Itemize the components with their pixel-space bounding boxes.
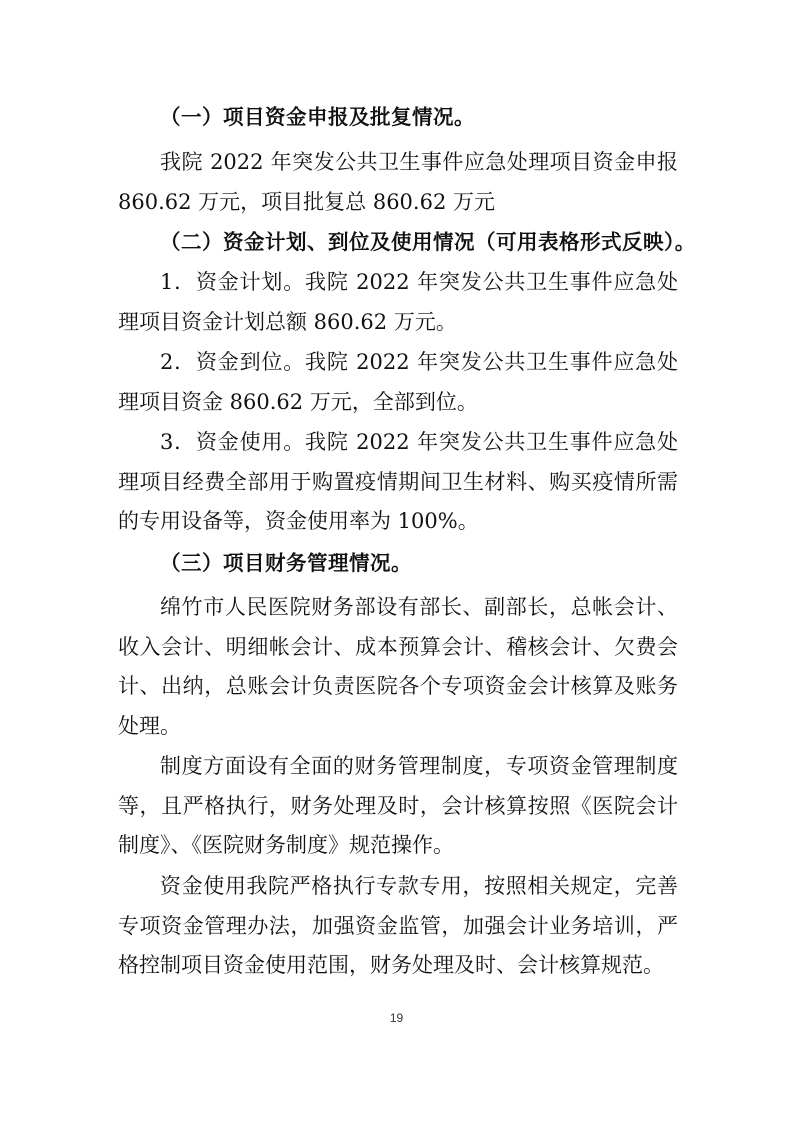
page-number: 19 — [389, 1011, 404, 1025]
paragraph-finance-department: 绵竹市人民医院财务部设有部长、副部长，总帐会计、收入会计、明细帐会计、成本预算会计、稽核会计、欠费会计、出纳，总账会计负责医院各个专项资金会计核算及账务处理。 — [118, 595, 678, 738]
paragraph-funding-plan: 1．资金计划。我院 2022 年突发公共卫生事件应急处理项目资金计划总额 860.62 万元。 — [118, 270, 678, 334]
section-heading-1: （一）项目资金申报及批复情况。 — [160, 105, 475, 129]
paragraph-funding-application: 我院 2022 年突发公共卫生事件应急处理项目资金申报 860.62 万元，项目批复总 860.62 万元 — [118, 150, 678, 214]
paragraph-fund-control: 资金使用我院严格执行专款专用，按照相关规定，完善专项资金管理办法，加强资金监管，加强会计业务培训，严格控制项目资金使用范围，财务处理及时、会计核算规范。 — [118, 874, 678, 977]
paragraph-finance-system: 制度方面设有全面的财务管理制度，专项资金管理制度等，且严格执行，财务处理及时，会计核算按照《医院会计制度》、《医院财务制度》规范操作。 — [118, 754, 678, 857]
paragraph-funding-arrival: 2．资金到位。我院 2022 年突发公共卫生事件应急处理项目资金 860.62 万元，全部到位。 — [118, 350, 678, 414]
paragraph-funding-usage: 3．资金使用。我院 2022 年突发公共卫生事件应急处理项目经费全部用于购置疫情期间卫生材料、购买疫情所需的专用设备等，资金使用率为 100%。 — [118, 430, 678, 533]
section-heading-2: （二）资金计划、到位及使用情况（可用表格形式反映）。 — [160, 230, 696, 254]
section-heading-3: （三）项目财务管理情况。 — [160, 551, 412, 575]
